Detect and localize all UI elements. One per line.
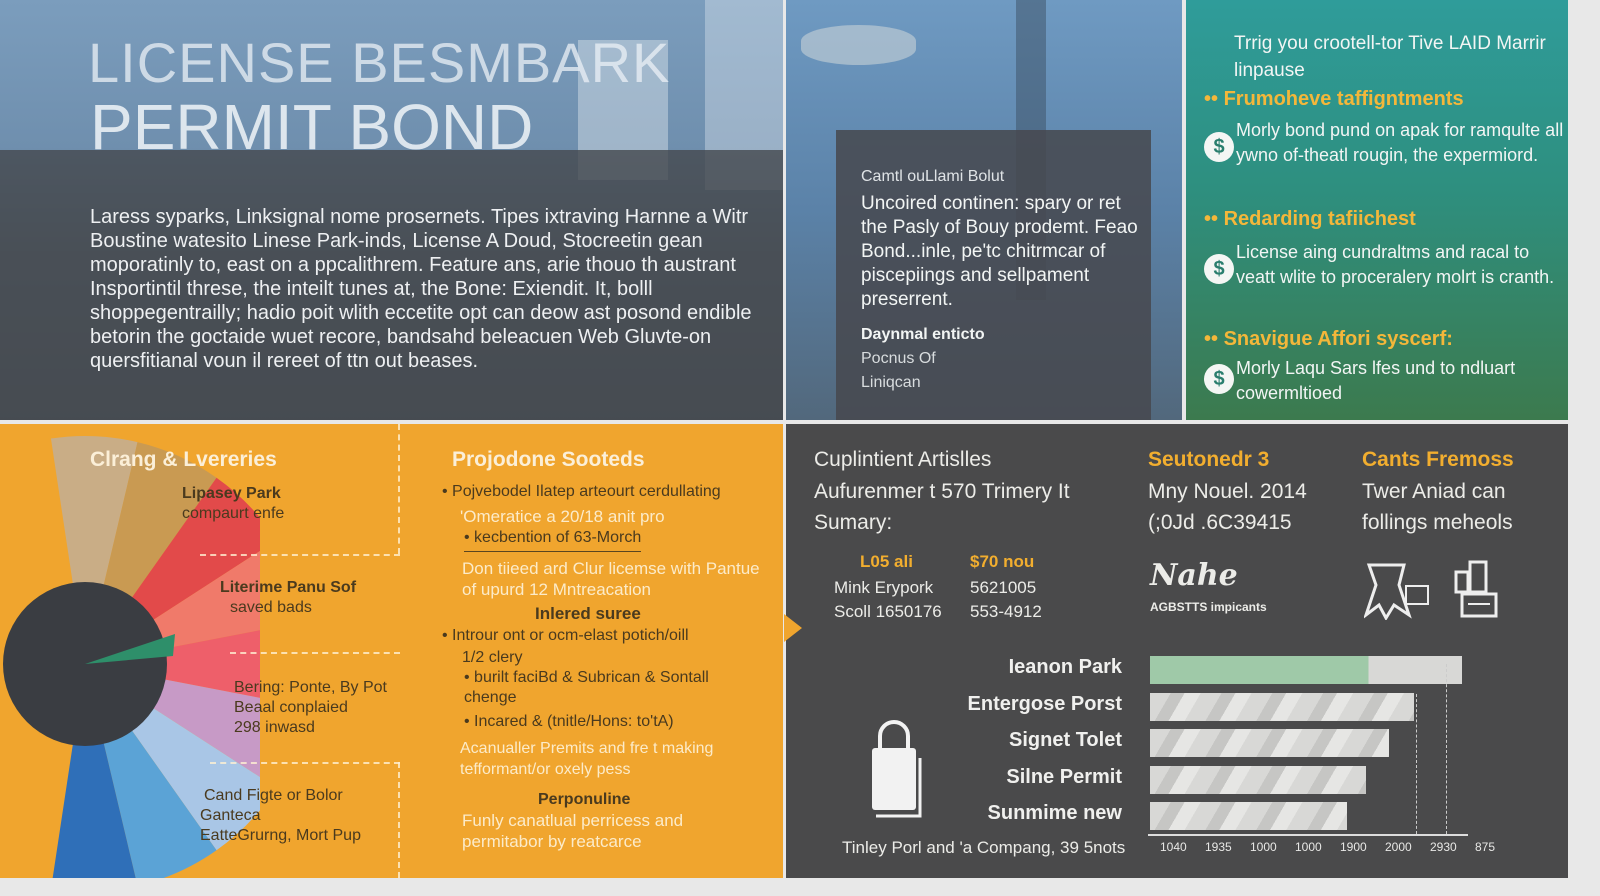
details-subheading: Inlered suree (535, 604, 641, 623)
stat-label: $70 nou (970, 552, 1035, 571)
category-title: Literime Panu Sof (220, 579, 357, 596)
feature-item (1204, 88, 1564, 165)
section-line: Mny Nouel. 2014 (1148, 480, 1307, 503)
details-subbullet-text: Incared & (tnitle/Hons: to'tA) (474, 713, 674, 730)
feature-text: License aing cundraltms and racal to veatt wlite to proceralery molrt is cranth. (1236, 242, 1555, 287)
summary-heading: Cuplintient Artislles (814, 448, 992, 471)
hero-body: Laress syparks, Linksignal nome prosernets. Tipes ixtraving Harnne a Witr Boustine watesito Linese Park-inds, License A Doud, Stocreetin gean moporatinly to, east on a ppcalithrem. Feature ans, arie thouo th austrant Insportintil threse, the inteilt tunes at, the Bone: Exiendit. It, bolll shoppegentrailly; hadio poit wlith eccetite opt can deow ast posond endible betorin the goctaide wuet recore, bandsahd beleacuen Web Gluvte-on quersfitianal voun il rereet of ttn out beases. (90, 206, 752, 372)
bar-label: Sunmime new (987, 802, 1122, 824)
details-paragraph: Don tiieed ard Clur licemse with Pantue of upurd 12 Mntreacation (462, 559, 760, 599)
category-title: Bering: Ponte, By Pot (234, 679, 387, 696)
section-line: (;0Jd .6C39415 (1148, 511, 1292, 534)
details-subbullet-text: kecbention of 63-Morch (474, 529, 642, 546)
panel-arrow (784, 614, 802, 642)
stat-label: L05 ali (860, 552, 913, 571)
summary-line: Sumary: (814, 511, 893, 534)
middle-card-body: Uncoired continen: spary or ret the Pasly of Bouy prodemt. Feao Bond...inle, pe'tc chitrmcar of piscepiings and sellpament preserrent. (861, 193, 1138, 310)
category-title: Cand Figte or Bolor (204, 787, 343, 804)
axis-tick-label: 1000 (1250, 840, 1277, 854)
middle-card-footer-line1: Pocnus Of (861, 350, 936, 367)
middle-card-footer-line2: Liniqcan (861, 374, 921, 391)
chart-axis (1148, 834, 1468, 836)
stat-value: Mink Erypork (834, 578, 934, 597)
categories-panel (0, 424, 783, 878)
details-bullet-text: Pojvebodel Ilatep arteourt cerdullating (452, 483, 721, 500)
stat-value: 5621005 (970, 578, 1037, 597)
category-extra: EatteGrurng, Mort Pup (200, 827, 361, 844)
bar (1150, 802, 1347, 830)
middle-card-caption: Camtl ouLlami Bolut (861, 168, 1005, 185)
shopping-bag-icon (868, 718, 928, 824)
dollar-icon: $ (1204, 254, 1234, 284)
details-bullet: • Pojvebodel Ilatep arteourt cerdullating (442, 483, 721, 500)
bar-label: Silne Permit (1006, 765, 1122, 788)
axis-tick-label: 1935 (1205, 840, 1232, 854)
bullet-dots: •• (1204, 328, 1224, 350)
section-heading: Seutonedr 3 (1148, 448, 1270, 471)
bar-label: Ieanon Park (1008, 656, 1122, 678)
feature-item (1204, 328, 1564, 403)
bullet-dots: •• (1204, 208, 1224, 230)
category-title: Lipasey Park (182, 485, 281, 502)
hero-panel (0, 0, 783, 420)
feature-text: Morly Laqu Sars lfes und to ndluart cowermltioed (1236, 358, 1516, 403)
chart-gridline (1416, 694, 1417, 834)
category-text: compaurt enfe (182, 505, 285, 522)
axis-tick-label: 2930 (1430, 840, 1457, 854)
category-extra: 298 inwasd (234, 719, 315, 736)
details-bullet-text: Introur ont or ocm-elast potich/oill (452, 627, 689, 644)
hero-title-line1: LICENSE BESMBARK (88, 31, 671, 94)
bar (1150, 656, 1462, 684)
axis-tick-label: 2000 (1385, 840, 1412, 854)
details-subbullet-text: burilt faciBd & Subrican & Sontall chenge (464, 669, 709, 706)
bar-label: Signet Tolet (1009, 729, 1122, 751)
axis-tick-label: 875 (1475, 840, 1496, 854)
category-text: Beaal conplaied (234, 699, 348, 716)
brand-logo: Nahe (1150, 558, 1238, 593)
stat-value: 553-4912 (970, 602, 1042, 621)
middle-card-footer-title: Daynmal enticto (861, 326, 985, 343)
chart-caption: Tinley Porl and 'a Compang, 39 5nots (842, 838, 1126, 857)
dollar-icon: $ (1204, 364, 1234, 394)
details-heading: Projodone Sooteds (452, 448, 645, 471)
bar (1150, 693, 1414, 721)
summary-line: Aufurenmer t 570 Trimery It (814, 480, 1070, 503)
details-subbullet: • kecbention of 63-Morch (464, 528, 641, 552)
bullet-dots: •• (1204, 88, 1224, 110)
bar (1150, 729, 1389, 757)
details-subbullet: • burilt faciBd & Subrican & Sontall chenge (464, 669, 709, 706)
section-line: Twer Aniad can (1362, 480, 1506, 503)
details-line: 'Omeratice a 20/18 anit pro (460, 507, 665, 526)
details-line: 1/2 clery (462, 649, 523, 666)
stat-value: Scoll 1650176 (834, 602, 942, 621)
section-heading: Cants Fremoss (1362, 448, 1514, 471)
summary-panel (786, 424, 1568, 878)
middle-card (836, 130, 1151, 420)
hero-title-line2: PERMIT BOND (90, 91, 534, 163)
feature-item (1204, 208, 1564, 287)
details-paragraph: Acanualler Premits and fre t making tefformant/or oxely pess (460, 740, 714, 778)
details-subheading: Perponuline (538, 791, 631, 808)
document-icon (1452, 558, 1502, 620)
middle-card-panel (786, 0, 1182, 420)
axis-tick-label: 1040 (1160, 840, 1187, 854)
category-text: saved bads (230, 599, 312, 616)
features-panel (1186, 0, 1568, 420)
ribbon-award-icon (1364, 560, 1434, 620)
categories-heading: Clrang & Lvereries (90, 448, 277, 471)
bar-label: Entergose Porst (967, 692, 1122, 715)
chart-gridline (1446, 664, 1447, 834)
details-bullet: • Introur ont or ocm-elast potich/oill (442, 627, 689, 644)
axis-tick-label: 1900 (1340, 840, 1367, 854)
details-paragraph: Funly canatlual perricess and permitabor by reatcarce (462, 811, 684, 851)
features-intro: Trrig you crootell-tor Tive LAID Marrir linpause (1234, 33, 1546, 81)
feature-heading: Snavigue Affori syscerf: (1223, 328, 1453, 350)
details-subbullet: • Incared & (tnitle/Hons: to'tA) (464, 713, 674, 730)
feature-text: Morly bond pund on apak for ramqulte all ywno of-theatl rougin, the expermiord. (1236, 120, 1564, 165)
brand-logo-subtitle: AGBSTTS impicants (1150, 600, 1267, 614)
axis-tick-label: 1000 (1295, 840, 1322, 854)
section-line: follings meheols (1362, 511, 1513, 534)
feature-heading: Redarding tafiichest (1223, 208, 1416, 230)
category-text: Ganteca (200, 807, 261, 824)
feature-heading: Frumoheve taffigntments (1223, 88, 1464, 110)
structure-image (801, 25, 916, 65)
dollar-icon: $ (1204, 132, 1234, 162)
bar (1150, 766, 1366, 794)
